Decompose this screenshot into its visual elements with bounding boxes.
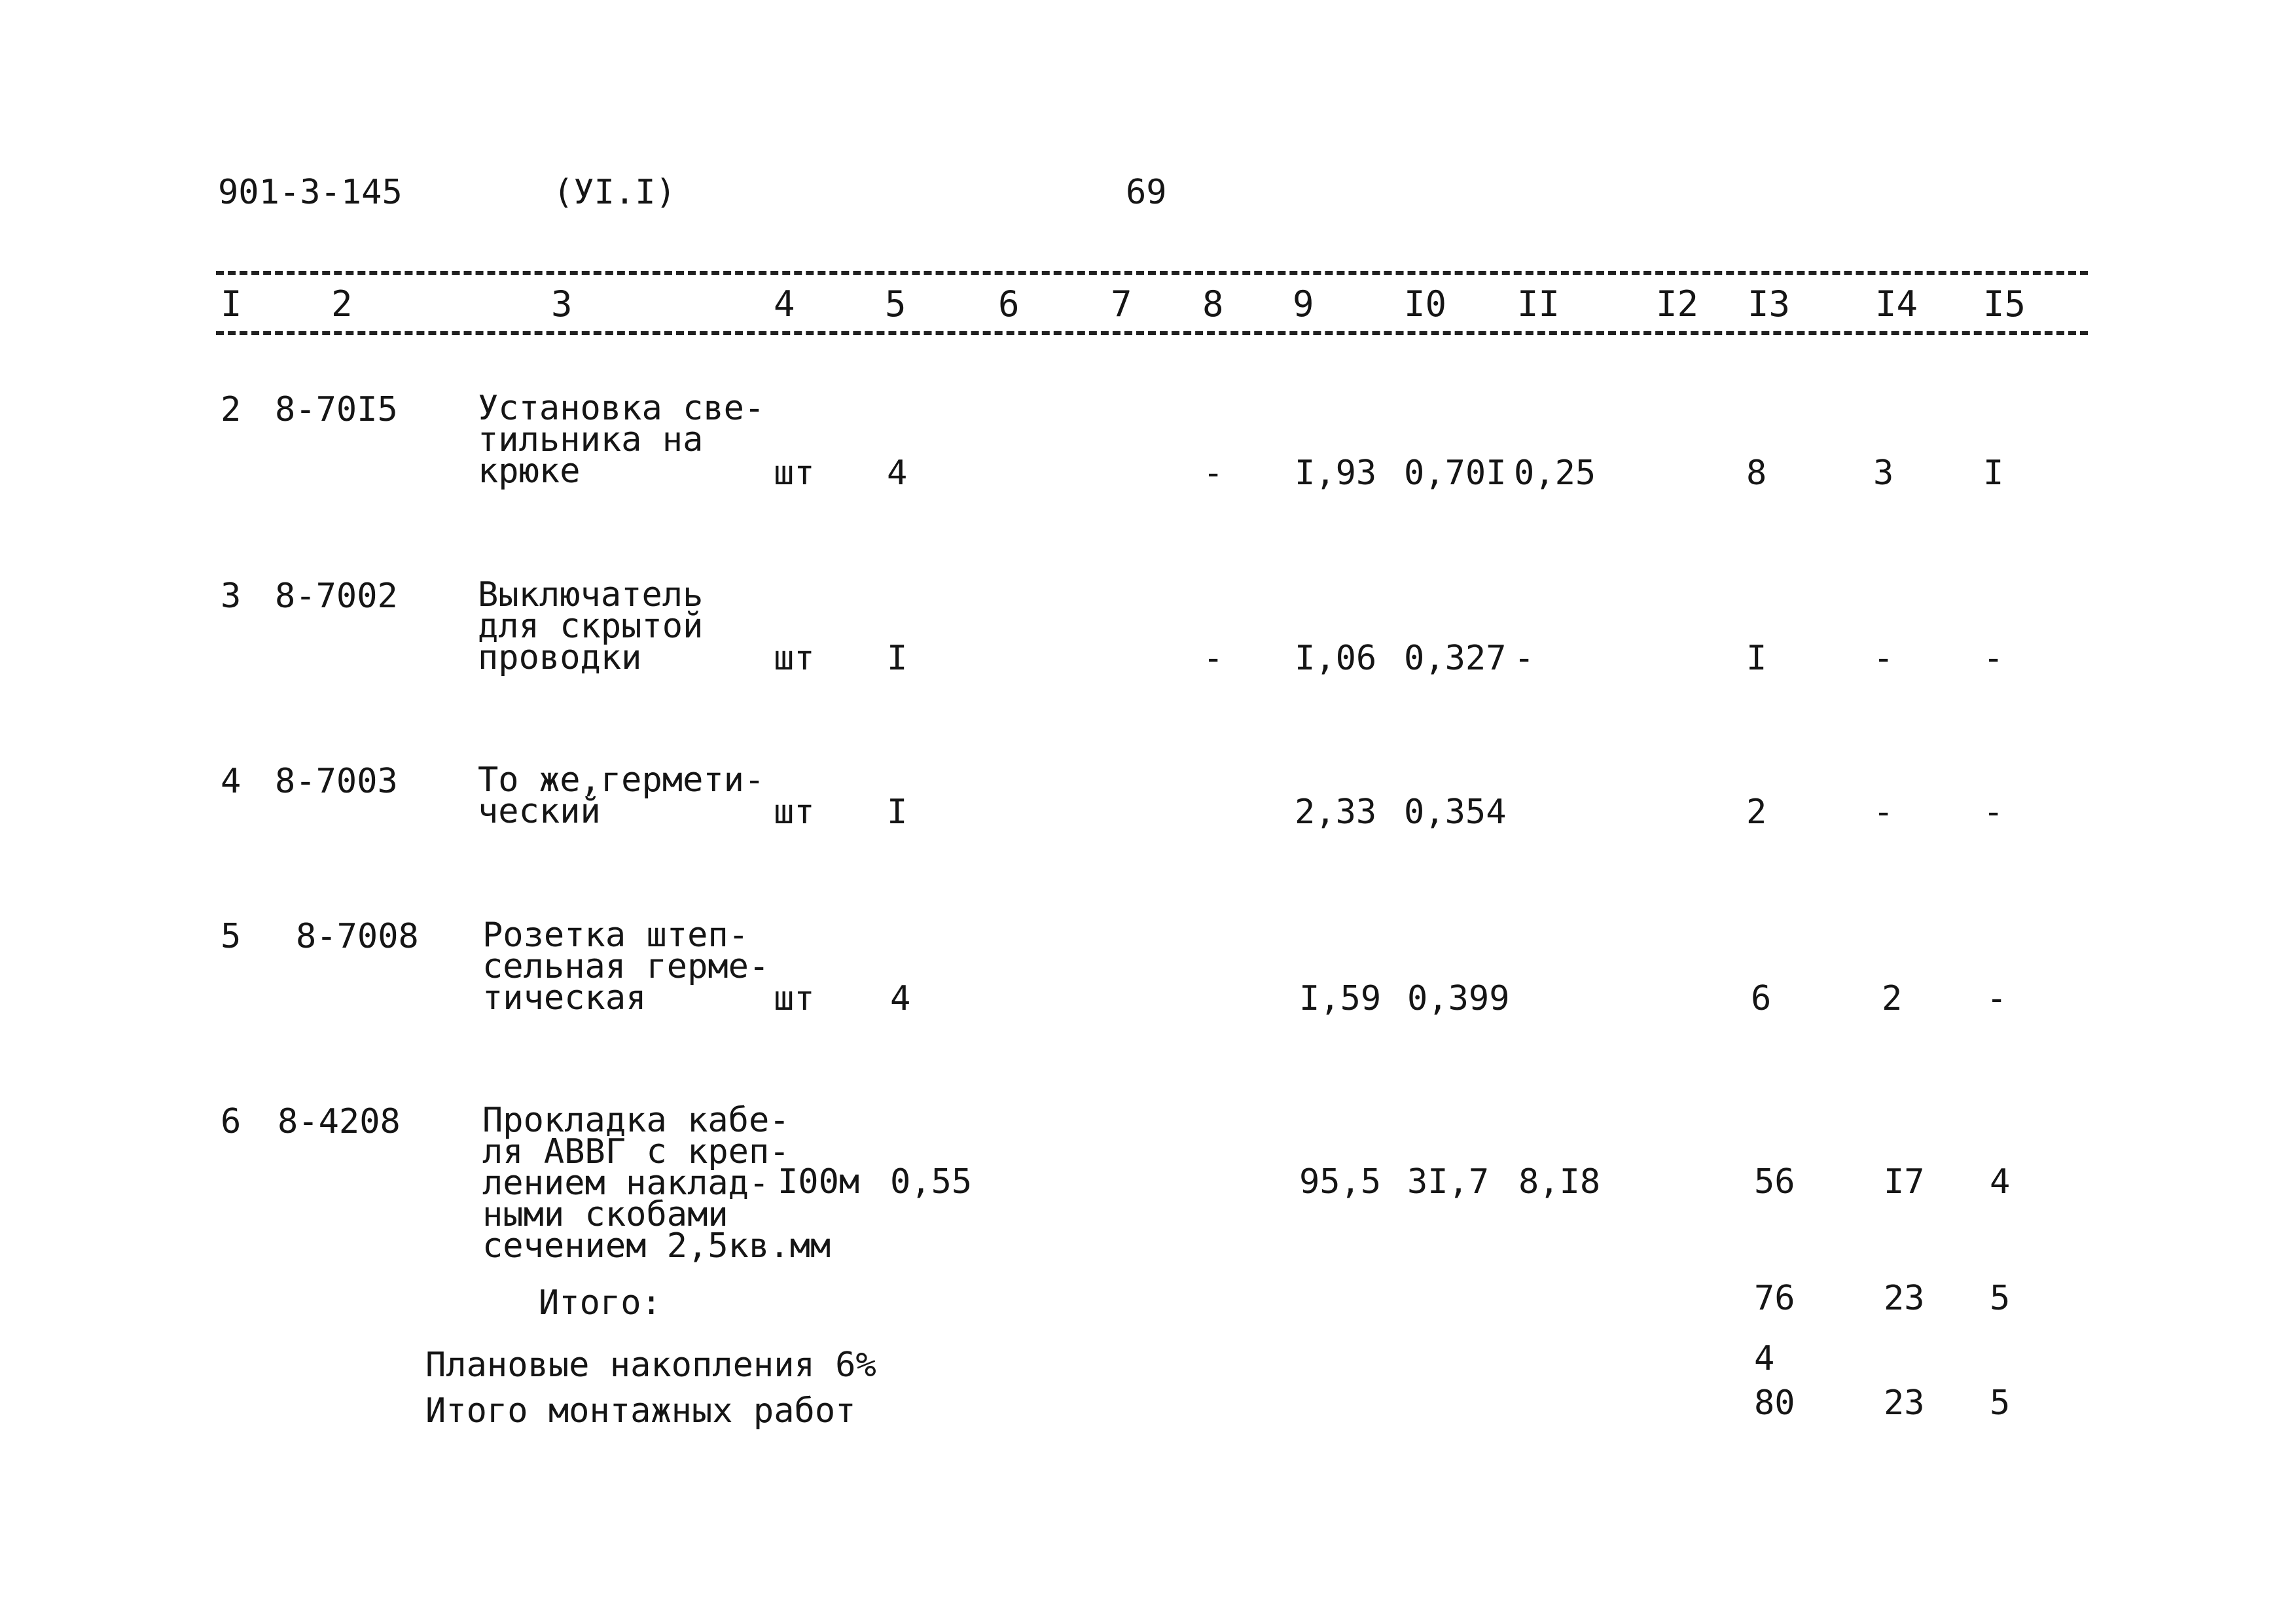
quantity: 4 bbox=[890, 979, 911, 1018]
col13-value: 2 bbox=[1746, 793, 1767, 832]
col10-value: 0,354 bbox=[1404, 793, 1507, 832]
grand-total-label: Итого монтажных работ bbox=[425, 1391, 856, 1431]
column-header: I5 bbox=[1983, 283, 2026, 325]
col15-value: - bbox=[1983, 639, 2004, 678]
col9-value: I,59 bbox=[1299, 979, 1382, 1018]
col9-value: 95,5 bbox=[1299, 1162, 1382, 1202]
grand-total-col14: 23 bbox=[1884, 1383, 1925, 1423]
col10-value: 3I,7 bbox=[1407, 1162, 1490, 1202]
row-number: 2 bbox=[221, 390, 242, 429]
overhead-label: Плановые накопления 6% bbox=[425, 1346, 876, 1385]
work-description: Прокладка кабе- ля АВВГ с креп- лением наклад- ными скобами сечением 2,5кв.мм bbox=[482, 1101, 831, 1266]
row-number: 3 bbox=[221, 577, 242, 616]
col11-value: 8,I8 bbox=[1518, 1162, 1601, 1202]
col8-value: - bbox=[1203, 639, 1224, 678]
subtotal-label: Итого: bbox=[539, 1283, 662, 1323]
quantity: 0,55 bbox=[890, 1162, 973, 1202]
column-header: 9 bbox=[1293, 283, 1314, 325]
col14-value: - bbox=[1873, 793, 1894, 832]
col15-value: - bbox=[1986, 979, 2007, 1018]
col9-value: I,93 bbox=[1295, 454, 1377, 493]
col11-value: 0,25 bbox=[1514, 454, 1596, 493]
col9-value: 2,33 bbox=[1295, 793, 1377, 832]
grand-total-col13: 80 bbox=[1754, 1383, 1795, 1423]
col8-value: - bbox=[1203, 454, 1224, 493]
row-number: 6 bbox=[221, 1102, 242, 1141]
unit: шт bbox=[774, 979, 815, 1018]
column-header: I2 bbox=[1656, 283, 1699, 325]
column-header: 5 bbox=[885, 283, 906, 325]
column-header: 7 bbox=[1111, 283, 1132, 325]
column-header: I3 bbox=[1748, 283, 1791, 325]
col10-value: 0,327 bbox=[1404, 639, 1507, 678]
column-header: I bbox=[221, 283, 242, 325]
page-number: 69 bbox=[1126, 173, 1167, 212]
row-number: 4 bbox=[221, 762, 242, 801]
overhead-col13: 4 bbox=[1754, 1339, 1775, 1378]
col13-value: 8 bbox=[1746, 454, 1767, 493]
quantity: 4 bbox=[887, 454, 908, 493]
column-header: 4 bbox=[774, 283, 795, 325]
column-header: I0 bbox=[1404, 283, 1447, 325]
header-top-rule bbox=[216, 271, 2088, 275]
column-header: I4 bbox=[1875, 283, 1918, 325]
rate-code: 8-7002 bbox=[275, 577, 398, 616]
work-description: Установка све- тильника на крюке bbox=[478, 389, 765, 491]
col15-value: - bbox=[1983, 793, 2004, 832]
column-header: II bbox=[1517, 283, 1560, 325]
header-bottom-rule bbox=[216, 331, 2088, 335]
unit: I00м bbox=[778, 1162, 860, 1202]
col13-value: I bbox=[1746, 639, 1767, 678]
quantity: I bbox=[887, 639, 908, 678]
column-header: 3 bbox=[551, 283, 573, 325]
work-description: Розетка штеп- сельная герме- тическая bbox=[482, 916, 770, 1018]
column-header: 8 bbox=[1202, 283, 1224, 325]
col14-value: - bbox=[1873, 639, 1894, 678]
col10-value: 0,399 bbox=[1407, 979, 1510, 1018]
subtotal-col14: 23 bbox=[1884, 1279, 1925, 1318]
document-code: 901-3-145 bbox=[218, 173, 403, 212]
col13-value: 6 bbox=[1751, 979, 1772, 1018]
col11-value: - bbox=[1514, 639, 1535, 678]
work-description: Выключатель для скрытой проводки bbox=[478, 575, 704, 677]
quantity: I bbox=[887, 793, 908, 832]
rate-code: 8-4208 bbox=[278, 1102, 401, 1141]
rate-code: 8-7008 bbox=[296, 917, 419, 956]
unit: шт bbox=[774, 454, 815, 493]
unit: шт bbox=[774, 793, 815, 832]
column-header: 2 bbox=[331, 283, 353, 325]
col15-value: 4 bbox=[1990, 1162, 2011, 1202]
subtotal-col15: 5 bbox=[1990, 1279, 2011, 1318]
col10-value: 0,70I bbox=[1404, 454, 1507, 493]
section-code: (УI.I) bbox=[553, 173, 676, 212]
col9-value: I,06 bbox=[1295, 639, 1377, 678]
col14-value: I7 bbox=[1884, 1162, 1925, 1202]
work-description: То же,гермети- ческий bbox=[478, 760, 765, 831]
subtotal-col13: 76 bbox=[1754, 1279, 1795, 1318]
col13-value: 56 bbox=[1754, 1162, 1795, 1202]
col15-value: I bbox=[1983, 454, 2004, 493]
rate-code: 8-7003 bbox=[275, 762, 398, 801]
column-header: 6 bbox=[998, 283, 1020, 325]
unit: шт bbox=[774, 639, 815, 678]
col14-value: 3 bbox=[1873, 454, 1894, 493]
col14-value: 2 bbox=[1882, 979, 1903, 1018]
rate-code: 8-70I5 bbox=[275, 390, 398, 429]
row-number: 5 bbox=[221, 917, 242, 956]
grand-total-col15: 5 bbox=[1990, 1383, 2011, 1423]
